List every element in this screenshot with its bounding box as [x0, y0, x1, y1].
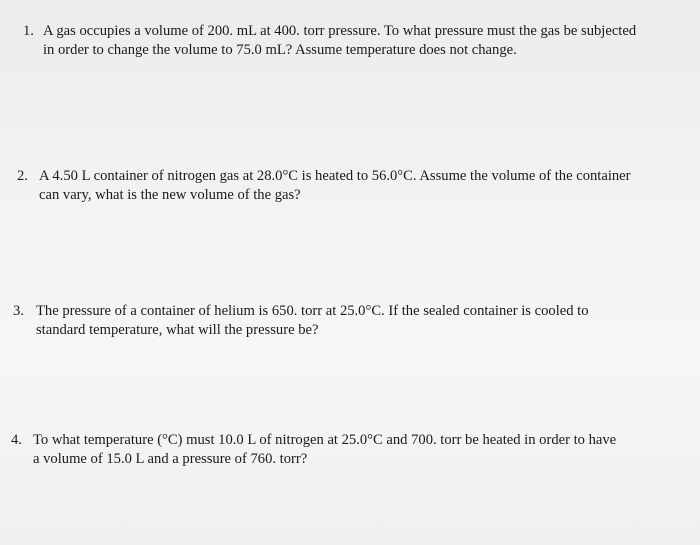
- problem-line: standard temperature, what will the pressure be?: [36, 322, 319, 338]
- problem-line: a volume of 15.0 L and a pressure of 760. torr?: [33, 451, 308, 467]
- problem-number: 3.: [13, 303, 24, 319]
- problem-text: [36, 302, 691, 340]
- problem-text: [39, 167, 687, 205]
- problem-line: A 4.50 L container of nitrogen gas at 28.0°C is heated to 56.0°C. Assume the volume of the container: [39, 168, 631, 184]
- problem-line: A gas occupies a volume of 200. mL at 400. torr pressure. To what pressure must the gas be subjected: [43, 23, 637, 39]
- problem-line: in order to change the volume to 75.0 mL? Assume temperature does not change.: [43, 42, 517, 58]
- problem-number: 1.: [23, 23, 34, 39]
- problem-line: To what temperature (°C) must 10.0 L of nitrogen at 25.0°C and 700. torr be heated in order to have: [33, 432, 617, 448]
- problem-number: 4.: [11, 432, 22, 448]
- problem-line: The pressure of a container of helium is 650. torr at 25.0°C. If the sealed container is cooled to: [36, 303, 589, 319]
- problem-text: [33, 431, 689, 469]
- problem-text: [43, 22, 688, 60]
- problem-line: can vary, what is the new volume of the gas?: [39, 187, 301, 203]
- problem-number: 2.: [17, 168, 28, 184]
